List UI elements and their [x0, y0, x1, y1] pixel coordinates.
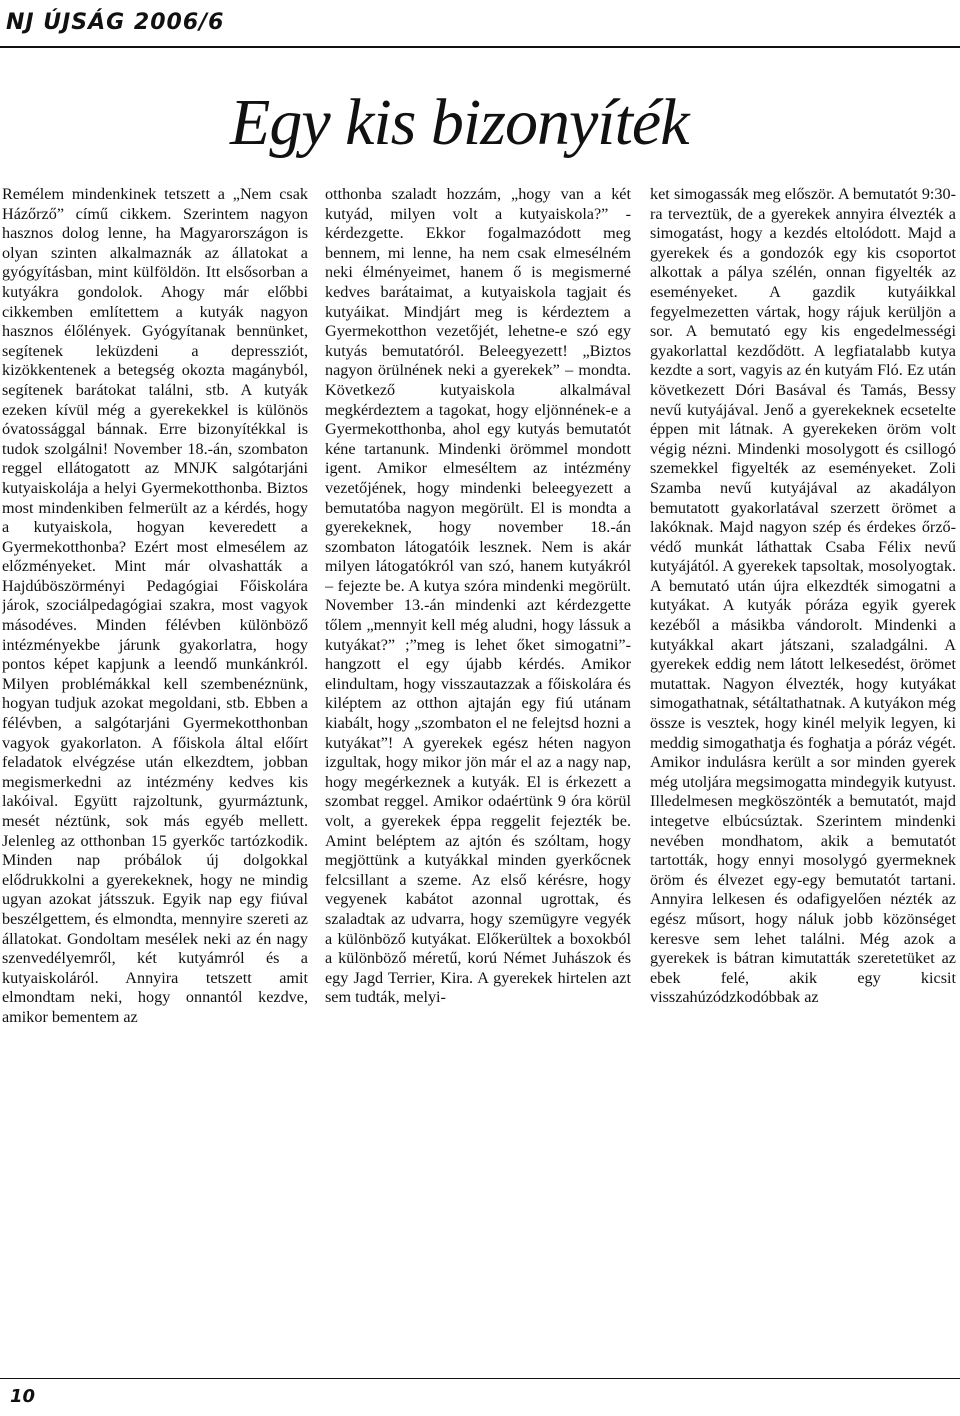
column-text: ket simogassák meg először. A bemutatót 9:30-ra terveztük, de a gyerekek annyira élvezték a simogatást, hogy a kezdés eltolódott. Majd a gyerekek és a gondozók egy kis csoportot alkottak a pálya szélén, onnan figyelték az eseményeket. A gazdik kutyáikkal fegyelmezetten vártak, hogy rájuk kerüljön a sor. A bemutató egy kis engedelmességi gyakorlattal kezdődött. A legfiatalabb kutya kezdte a sort, vagyis az én kutyám Fló. Ez után következett Dóri Basával és Tamás, Bessy nevű kutyájával. Jenő a gyerekeknek ecsetelte éppen mit látnak. A gyerekeken öröm volt végig nézni. Mindenki mosolygott és csillogó szemekkel figyelték az eseményeket. Zoli Szamba nevű kutyájával az akadályon bemutatott gyakorlatával szerzett örömet a lakóknak. Majd nagyon szép és érdekes őrző-védő munkát láthattak Csaba Félix nevű kutyájától. A gyerekek tapsoltak, mosolyogtak. A bemutató után újra elkezdték simogatni a kutyákat. A kutyák póráza egyik gyerek kezéből a másikba vándorolt. Mindenki a kutyákkal akart játszani, szaladgálni. A gyerekek eddig nem látott lelkesedést, örömet mutattak. Nagyon élvezték, hogy kutyákat simogathatnak, sétáltathatnak. A kutyákon még össze is vesztek, hogy kinél melyik legyen, ki meddig simogathatja és foghatja a póráz végét. Amikor indulásra került a sor minden gyerek még utoljára megsimogatta mindegyik kutyust. Illedelmesen megköszönték a bemutatót, majd integetve elbúcsúztak. Szerintem mindenki nevében mondhatom, akik a bemutatót tartották, hogy ennyi mosolygó gyermeknek öröm és élvezet egy-egy bemutatót tartani. Annyira lelkesen és odafigyelően nézték az egész műsort, hogy náluk jobb közönséget keresve sem lehet találni. Még azok a gyerekek is bátran kimutatták szeretetüket az ebek felé, akik egy kicsit visszahúzódzkodóbbak az — [650, 185, 956, 1007]
article-column-1 — [2, 185, 308, 1345]
article-title: Egy kis bizonyíték — [230, 86, 689, 159]
article-column-2 — [325, 185, 631, 1345]
column-text: Remélem mindenkinek tetszett a „Nem csak Házőrző” című cikkem. Szerintem nagyon hasznos dolog lenne, ha Magyarországon is olyan szinten alkalmaznák az állatokat a gyógyításban, mint külföldön. Itt elsősorban a kutyákra gondolok. Ahogy már előbbi cikkemben említettem a kutyák nagyon hasznos élőlények. Gyógyítanak bennünket, segítenek leküzdeni a depressziót, kizökkentenek a betegség okozta magányból, segítenek barátokat találni, stb. A kutyák ezeken kívül még a gyerekekkel is különös óvatossággal bánnak. Erre bizonyítékkal is tudok szolgálni! November 18.-án, szombaton reggel ellátogatott az MNJK salgótarjáni kutyaiskolája a helyi Gyermekotthonba. Biztos most mindenkiben felmerült az a kérdés, hogy a kutyaiskola, hogyan keveredett a Gyermekotthonba? Ezért most elmesélem az előzményeket. Mint már olvashatták a Hajdúböszörményi Pedagógiai Főiskolára járok, szociálpedagógiai szakra, most vagyok másodéves. Minden félévben különböző intézményekbe járunk gyakorlatra, hogy pontos képet kapjunk a leendő munkánkról. Milyen problémákkal kell szembenéznünk, hogyan tudjuk azokat megoldani, stb. Ebben a félévben, a salgótarjáni Gyermekotthonban vagyok gyakorlaton. A főiskola által előírt feladatok elvégzése után elkezdtem, jobban megismerkedni az intézmény kedves kis lakóival. Együtt rajzoltunk, gyurmáztunk, mesét néztünk, sok más egyéb mellett. Jelenleg az otthonban 15 gyerkőc tartózkodik. Minden nap próbálok új dolgokkal elődrukkolni a gyerekeknek, hogy ne mindig ugyan azokat játsszuk. Egyik nap egy fiúval beszélgettem, és elmondta, mennyire szereti az állatokat. Gondoltam mesélek neki az én nagy szenvedélyemről, két kutyámról és a kutyaiskoláról. Annyira tetszett amit elmondtam neki, hogy onnantól kezdve, amikor bementem az — [2, 185, 308, 1026]
page-number: 10 — [10, 1386, 36, 1407]
footer-rule — [0, 1378, 960, 1379]
page-header — [0, 8, 960, 48]
publication-title: NJ ÚJSÁG 2006/6 — [6, 10, 225, 35]
header-rule — [0, 46, 960, 48]
column-text: otthonba szaladt hozzám, „hogy van a két kutyád, milyen volt a kutyaiskola?” - kérdezgette. Ekkor fogalmazódott meg bennem, mi lenne, ha nem csak elmesélném neki élményeimet, hanem ő is megismerné kedves barátaimat, a kutyaiskola tagjait és kutyáikat. Mindjárt meg is kérdeztem a Gyermekotthon vezetőjét, lehetne-e szó egy kutyás bemutatóról. Beleegyezett! „Biztos nagyon örülnének neki a gyerekek” – mondta. Következő kutyaiskola alkalmával megkérdeztem a tagokat, hogy eljönnének-e a Gyermekotthonba, ahol egy kutyás bemutatót kéne tartanunk. Mindenki örömmel mondott igent. Amikor elmeséltem az intézmény vezetőjének, hogy mindenki beleegyezett a bemutatóba nagyon megörült. El is mondta a gyerekeknek, hogy november 18.-án szombaton látogatóik lesznek. Nem is akár milyen látogatókról van szó, hanem kutyákról – fejezte be. A kutya szóra mindenki megörült. November 13.-án mindenki azt kérdezgette tőlem „mennyit kell még aludni, hogy lássuk a kutyákat?” ;”meg is lehet őket simogatni”- hangzott el egy újabb kérdés. Amikor elindultam, hogy visszautazzak a főiskolára és kiléptem az otthon ajtaján egy fiú utánam kiabált, hogy „szombaton el ne felejtsd hozni a kutyákat”! A gyerekek egész héten nagyon izgultak, hogy mikor jön már el az a nagy nap, hogy megérkeznek a kutyák. El is érkezett a szombat reggel. Amikor odaértünk 9 óra körül volt, a gyerekek éppa reggelit fejezték be. Amint beléptem az ajtón és szóltam, hogy megjöttünk a kutyákkal minden gyerkőcnek felcsillant a szeme. Az első kérésre, hogy vegyenek kabátot azonnal ugrottak, és szaladtak az udvarra, hogy szemügyre vegyék a különböző kutyákat. Előkerültek a boxokból a különböző méretű, korú Német Juhászok és egy Jagd Terrier, Kira. A gyerekek hirtelen azt sem tudták, melyi- — [325, 185, 631, 1007]
article-column-3 — [650, 185, 956, 1345]
